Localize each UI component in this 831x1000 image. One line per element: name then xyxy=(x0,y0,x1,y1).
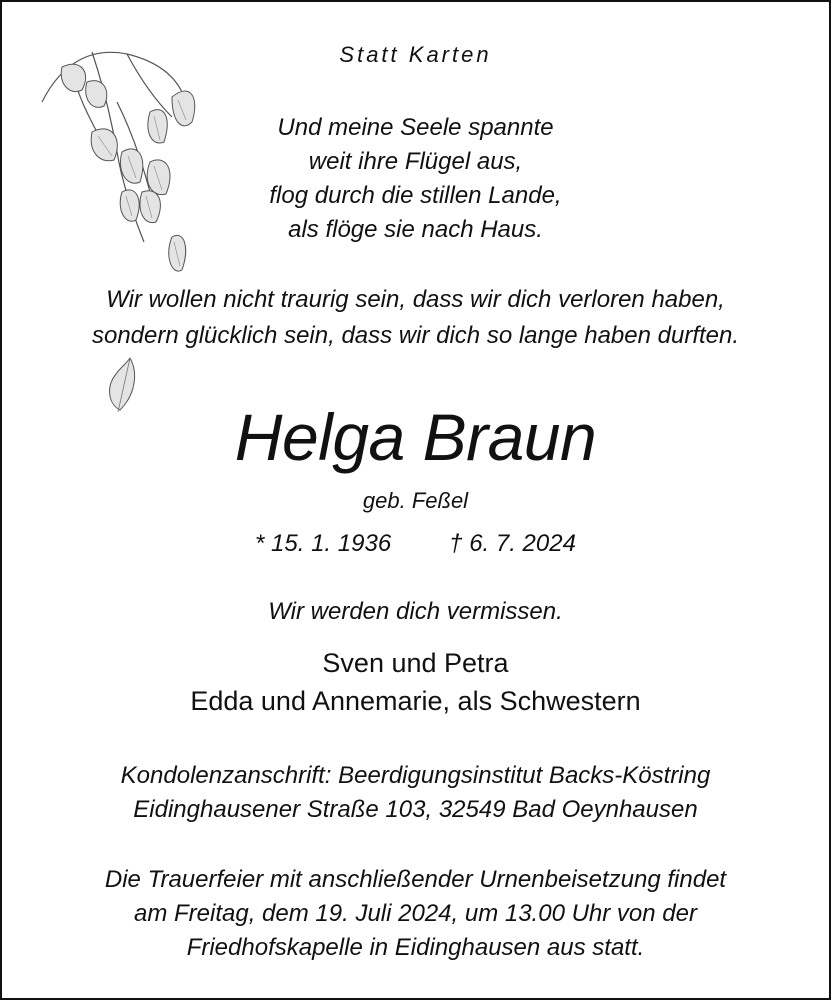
ceremony-line: Die Trauerfeier mit anschließender Urnenbeisetzung findet xyxy=(104,866,727,893)
family-line: Sven und Petra xyxy=(322,648,509,678)
birth-date: * 15. 1. 1936 xyxy=(255,530,392,557)
deceased-name: Helga Braun xyxy=(234,400,597,474)
miss-text: Wir werden dich vermissen. xyxy=(268,598,563,625)
life-dates xyxy=(2,532,829,556)
maiden-name: geb. Feßel xyxy=(362,488,469,513)
ceremony-line: Friedhofskapelle in Eidinghausen aus statt. xyxy=(186,934,645,961)
ceremony-line: am Freitag, dem 19. Juli 2024, um 13.00 Uhr von der xyxy=(134,900,697,927)
quote-line: sondern glücklich sein, dass wir dich so lange haben durften. xyxy=(91,322,740,349)
condolence-line: Eidinghausener Straße 103, 32549 Bad Oeynhausen xyxy=(133,796,698,823)
poem-line: als flöge sie nach Haus. xyxy=(288,216,543,243)
quote-line: Wir wollen nicht traurig sein, dass wir dich verloren haben, xyxy=(106,286,725,313)
death-date: † 6. 7. 2024 xyxy=(449,530,576,557)
header-text: Statt Karten xyxy=(339,42,492,67)
family-line: Edda und Annemarie, als Schwestern xyxy=(190,686,641,716)
condolence-line: Kondolenzanschrift: Beerdigungsinstitut Backs-Köstring xyxy=(120,762,711,789)
poem-line: flog durch die stillen Lande, xyxy=(269,182,562,209)
poem-line: weit ihre Flügel aus, xyxy=(308,148,523,175)
poem-line: Und meine Seele spannte xyxy=(277,114,554,141)
